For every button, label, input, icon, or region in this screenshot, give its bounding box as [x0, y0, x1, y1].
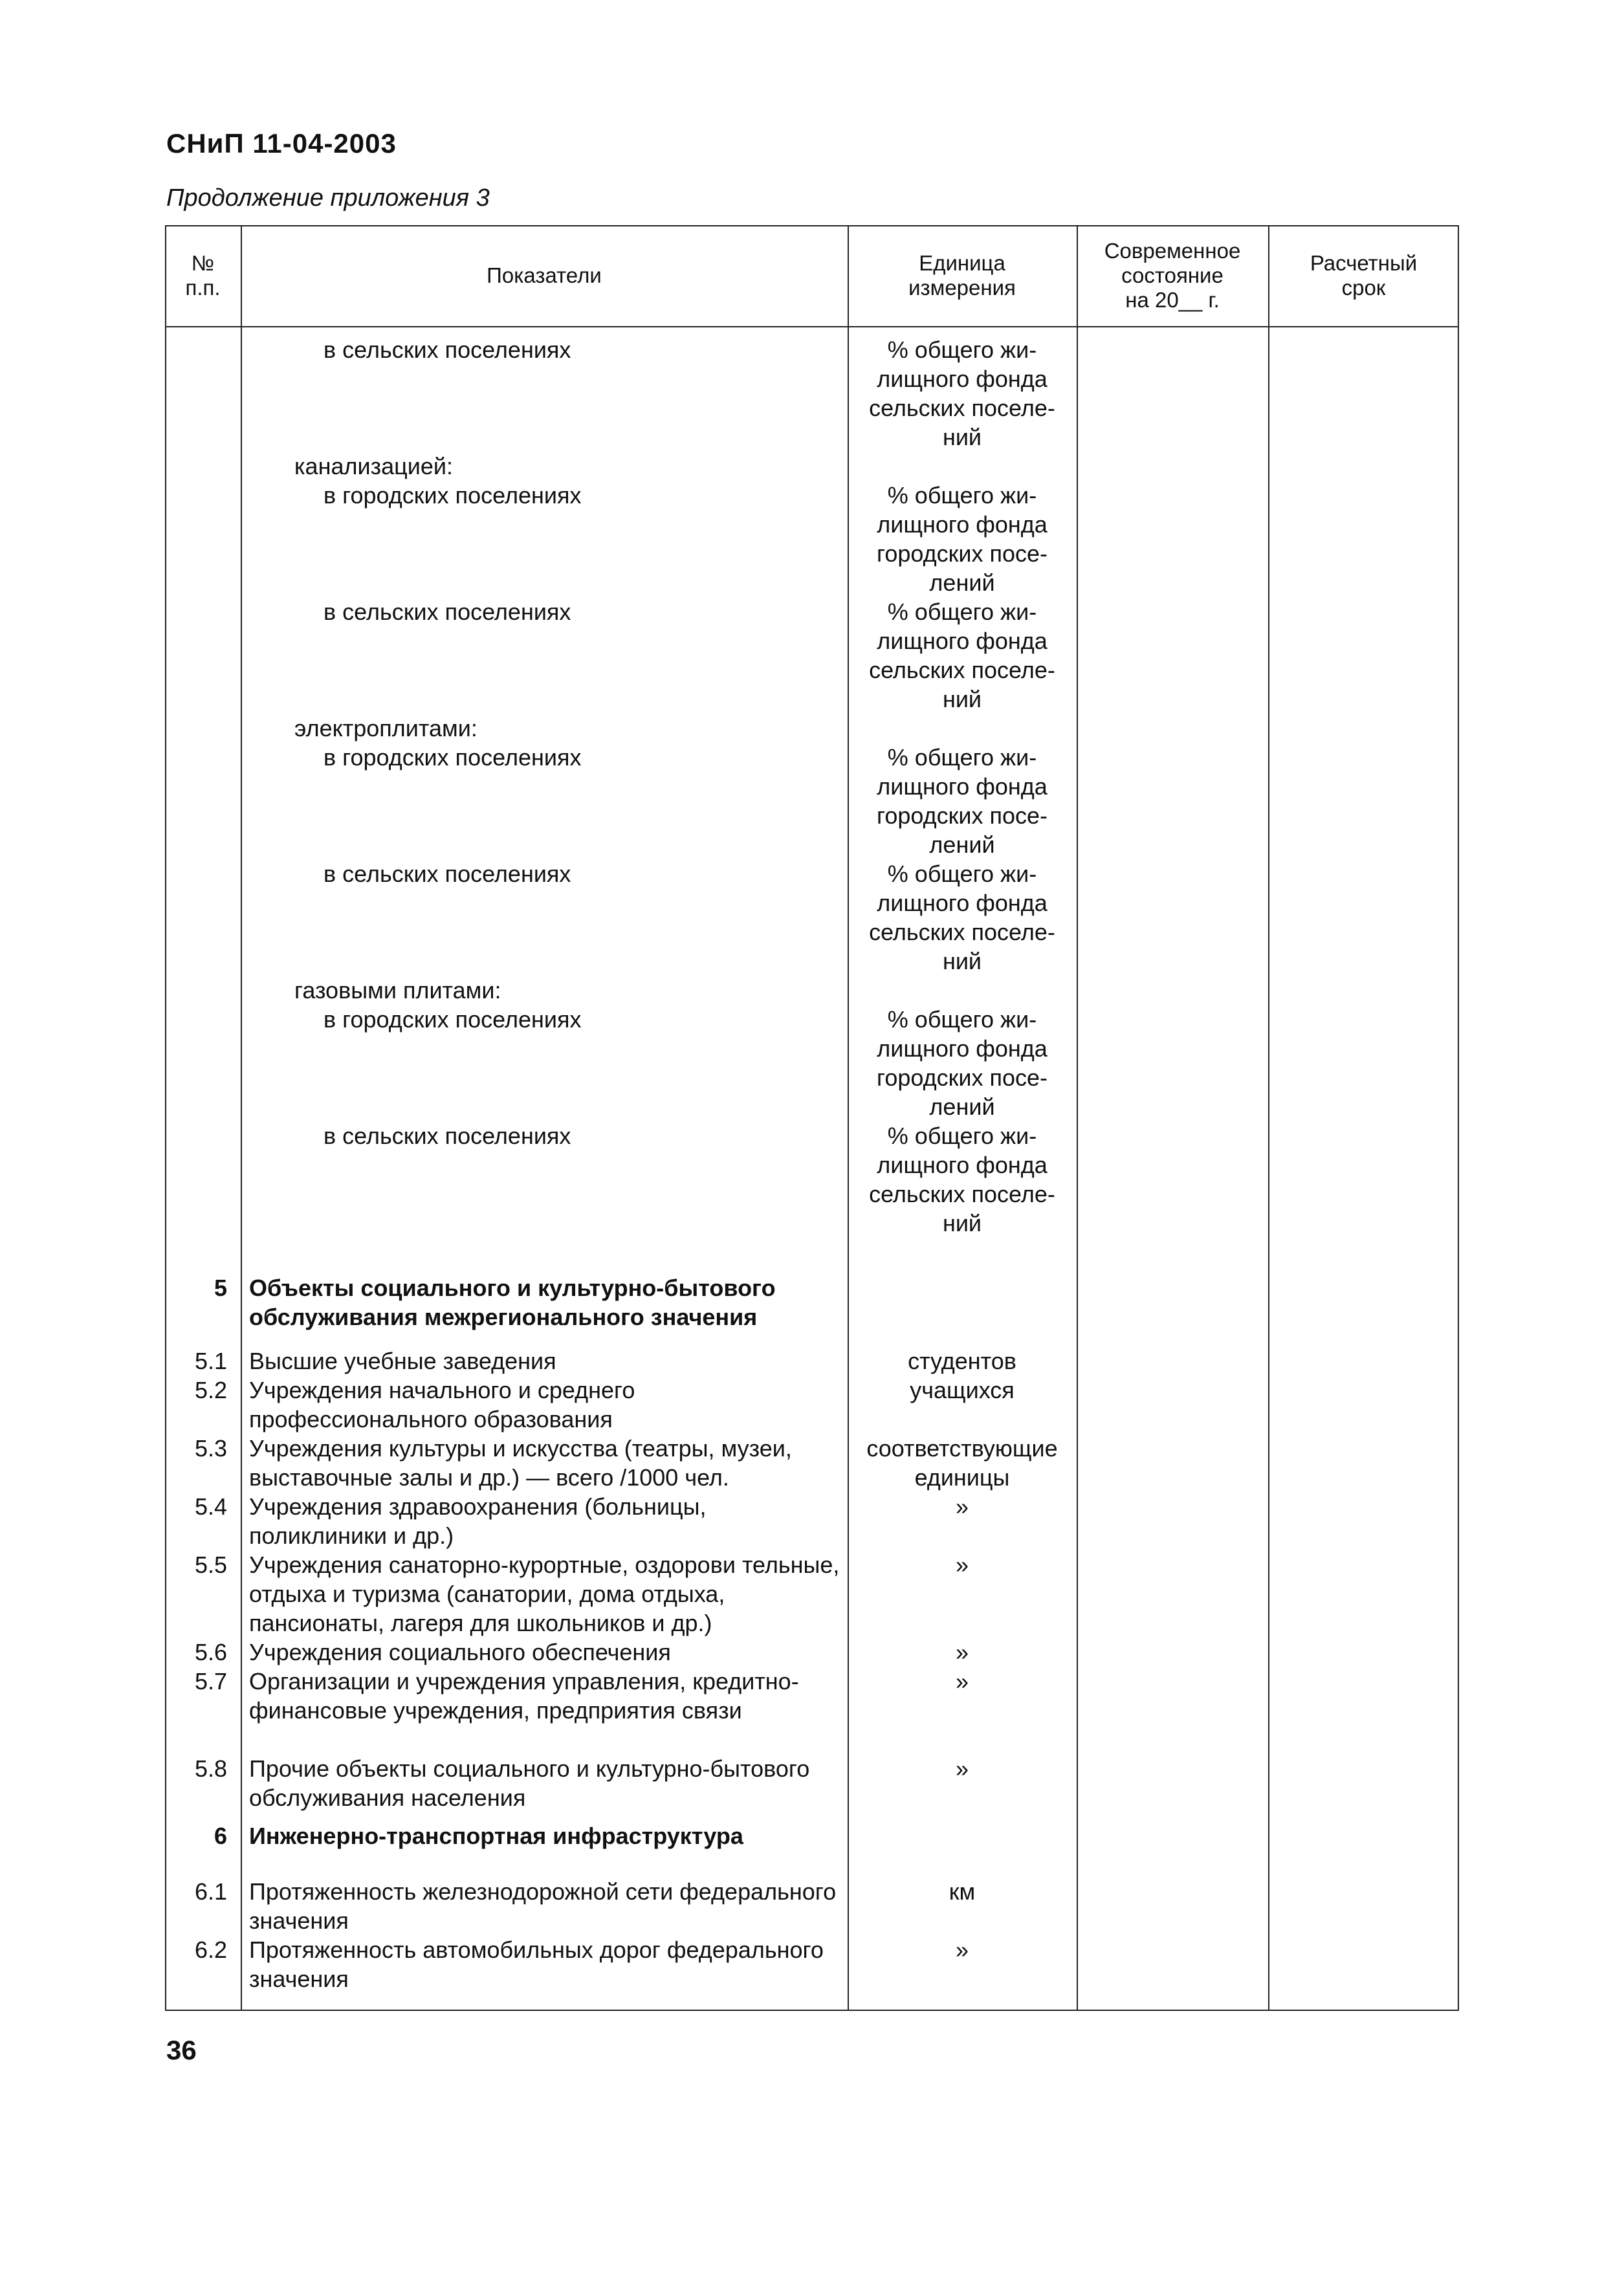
header-target-term: Расчетный срок: [1310, 251, 1418, 300]
row-indicator: канализацией:: [294, 453, 453, 479]
row-indicator: Учреждения социального обеспечения: [249, 1639, 671, 1665]
row-indicator: газовыми плитами:: [294, 977, 501, 1004]
header-indicator: Показатели: [487, 263, 602, 287]
row-unit: студентов: [908, 1348, 1016, 1374]
header-num: № п.п.: [185, 251, 221, 300]
row-indicator: в городских поселениях: [324, 1006, 582, 1033]
row-number: 5.6: [194, 1639, 227, 1665]
row-number: 5.4: [194, 1493, 227, 1520]
section-number: 5: [214, 1275, 227, 1301]
row-indicator: Протяженность автомобильных дорог федерального значения: [249, 1936, 824, 1992]
column-divider: [1077, 225, 1078, 2011]
row-number: 5.5: [194, 1552, 227, 1578]
row-indicator: электроплитами:: [294, 715, 477, 741]
row-unit: % общего жи- лищного фонда сельских поселе- ний: [869, 861, 1055, 974]
row-unit: »: [955, 1639, 969, 1665]
row-unit: »: [955, 1936, 969, 1963]
row-unit: % общего жи- лищного фонда сельских поселе- ний: [869, 336, 1055, 450]
page-number: 36: [166, 2035, 197, 2065]
section-number: 6: [214, 1823, 227, 1849]
column-divider: [1268, 225, 1269, 2011]
header-current-state: Современное состояние на 20__ г.: [1104, 239, 1241, 312]
section-title: Инженерно-транспортная инфраструктура: [249, 1823, 743, 1849]
document-code: СНиП 11-04-2003: [166, 128, 397, 159]
row-unit: км: [949, 1878, 976, 1905]
row-unit: »: [955, 1493, 969, 1520]
row-indicator: Высшие учебные заведения: [249, 1348, 556, 1374]
row-number: 6.1: [194, 1878, 227, 1905]
header-unit: Единица измерения: [908, 251, 1016, 300]
row-indicator: в городских поселениях: [324, 482, 582, 509]
row-unit: % общего жи- лищного фонда городских посе- лений: [876, 1006, 1048, 1120]
row-indicator: в сельских поселениях: [324, 861, 571, 887]
row-indicator: Протяженность железнодорожной сети федерального значения: [249, 1878, 837, 1934]
row-number: 5.1: [194, 1348, 227, 1374]
row-unit: % общего жи- лищного фонда городских посе- лений: [876, 482, 1048, 596]
row-number: 5.7: [194, 1668, 227, 1695]
row-indicator: Учреждения здравоохранения (больницы, поликлиники и др.): [249, 1493, 707, 1549]
row-indicator: Организации и учреждения управления, кредитно-финансовые учреждения, предприятия связи: [249, 1668, 799, 1724]
row-number: 5.8: [194, 1755, 227, 1782]
row-unit: »: [955, 1552, 969, 1578]
row-indicator: Прочие объекты социального и культурно-бытового обслуживания населения: [249, 1755, 810, 1811]
row-unit: »: [955, 1668, 969, 1695]
row-indicator: в сельских поселениях: [324, 336, 571, 363]
row-number: 5.2: [194, 1377, 227, 1403]
row-indicator: Учреждения санаторно-курортные, оздорови тельные, отдыха и туризма (санатории, дома отдыха, пансионаты, лагеря для школьников и др.): [249, 1552, 840, 1636]
row-indicator: в сельских поселениях: [324, 1123, 571, 1149]
row-indicator: в городских поселениях: [324, 744, 582, 771]
row-indicator: Учреждения начального и среднего профессионального образования: [249, 1377, 635, 1432]
row-unit: »: [955, 1755, 969, 1782]
section-title: Объекты социального и культурно-бытового обслуживания межрегионального значения: [249, 1275, 776, 1330]
row-number: 5.3: [194, 1435, 227, 1462]
row-indicator: Учреждения культуры и искусства (театры, музеи, выставочные залы и др.) — всего /1000 чел.: [249, 1435, 792, 1491]
row-unit: % общего жи- лищного фонда сельских поселе- ний: [869, 598, 1055, 712]
row-indicator: в сельских поселениях: [324, 598, 571, 625]
row-unit: соответствующие единицы: [866, 1435, 1058, 1491]
row-unit: учащихся: [910, 1377, 1015, 1403]
header-divider: [165, 326, 1459, 327]
indicators-table: [165, 225, 1459, 2011]
column-divider: [241, 225, 242, 2011]
continuation-caption: Продолжение приложения 3: [166, 184, 490, 212]
row-unit: % общего жи- лищного фонда городских посе- лений: [876, 744, 1048, 858]
row-number: 6.2: [194, 1936, 227, 1963]
row-unit: % общего жи- лищного фонда сельских поселе- ний: [869, 1123, 1055, 1236]
